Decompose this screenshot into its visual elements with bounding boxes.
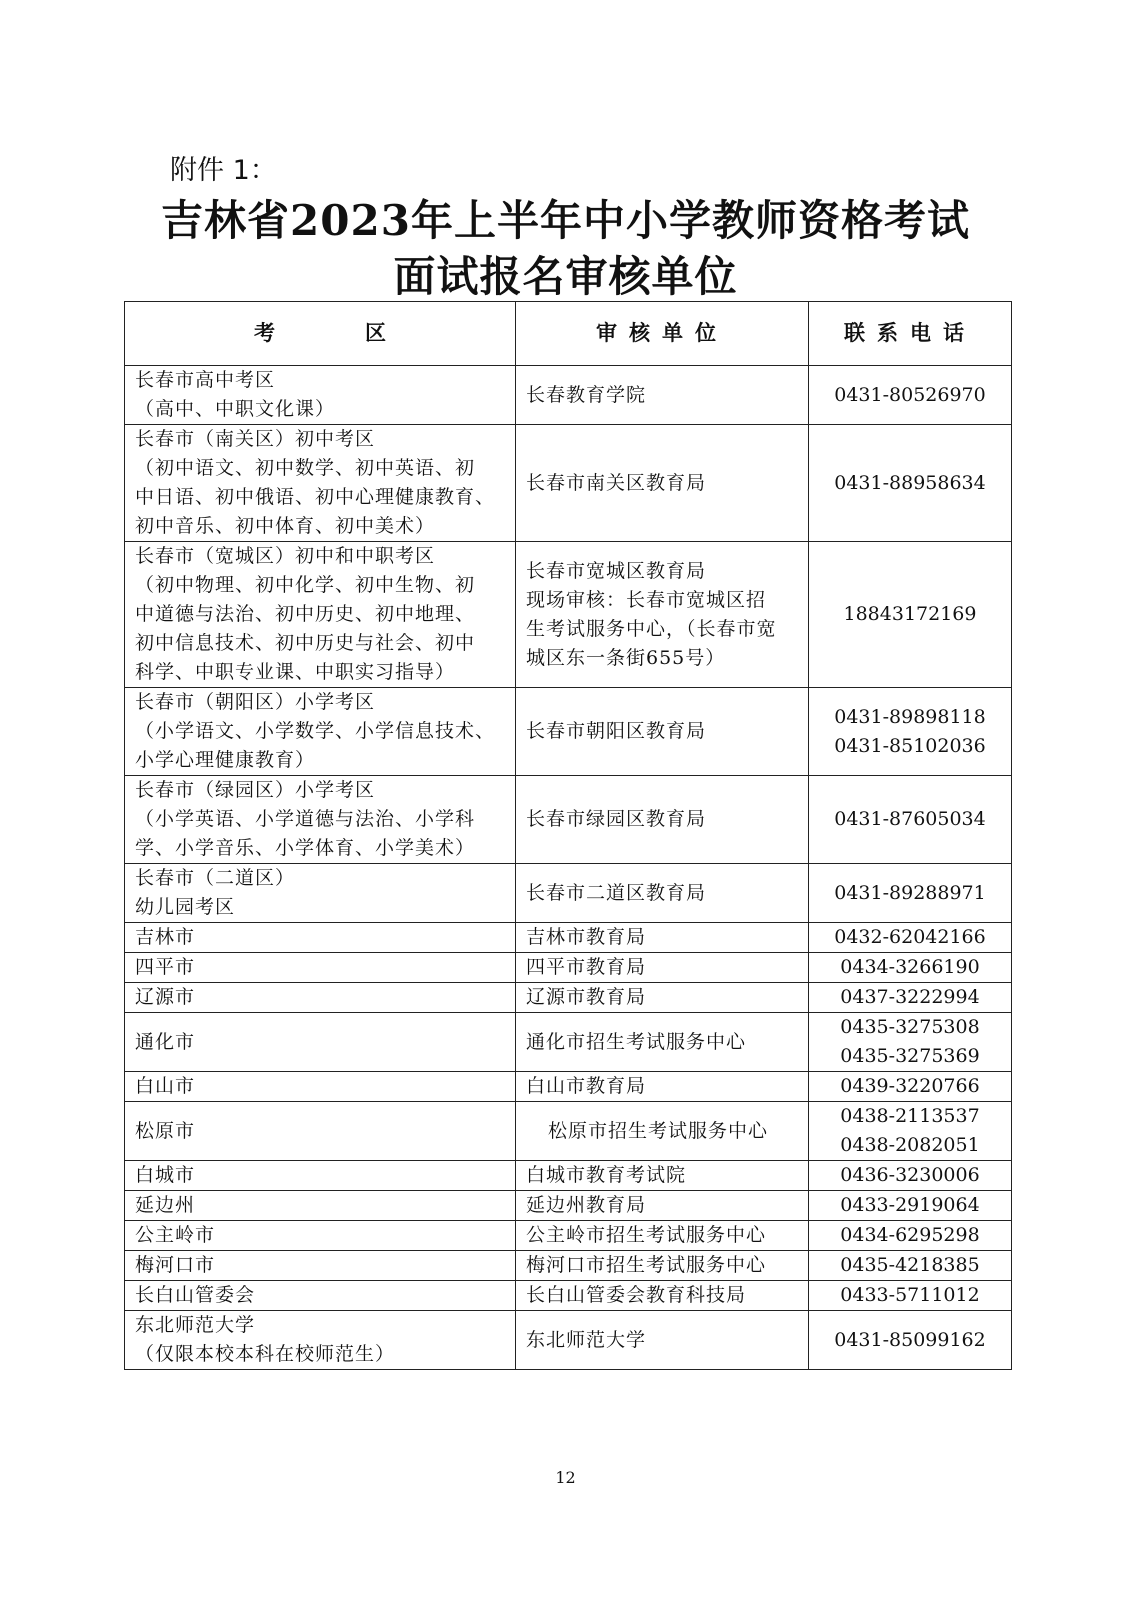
area-cell — [125, 923, 516, 953]
area-cell-line: 白城市 — [135, 1164, 196, 1186]
area-cell — [125, 953, 516, 983]
table-row — [125, 1161, 1012, 1191]
table-row — [125, 366, 1012, 425]
attachment-label: 附件 1： — [170, 155, 277, 186]
table-row — [125, 776, 1012, 864]
phone-cell — [809, 1221, 1012, 1251]
unit-cell — [516, 1221, 809, 1251]
area-cell — [125, 1251, 516, 1281]
area-cell-line: 通化市 — [135, 1030, 196, 1053]
unit-cell-line: 白城市教育考试院 — [526, 1164, 687, 1186]
area-cell-line: 长春市高中考区 — [135, 369, 276, 391]
header-unit: 审核单位 — [516, 302, 809, 366]
area-cell-line: 中日语、初中俄语、初中心理健康教育、 — [135, 486, 496, 508]
phone-cell — [809, 425, 1012, 542]
area-cell-line: 吉林市 — [135, 926, 196, 948]
phone-cell-line: 0438-2113537 — [840, 1105, 980, 1127]
phone-cell-line: 0431-87605034 — [834, 808, 986, 830]
table-header-row — [125, 302, 1012, 366]
unit-cell — [516, 953, 809, 983]
unit-cell-line: 公主岭市招生考试服务中心 — [526, 1224, 767, 1246]
phone-cell-line: 0433-5711012 — [840, 1284, 980, 1306]
unit-cell-line: 东北师范大学 — [526, 1328, 647, 1351]
phone-cell — [809, 366, 1012, 425]
unit-cell-line: 吉林市教育局 — [526, 926, 647, 948]
area-cell-line: （高中、中职文化课） — [135, 398, 336, 420]
unit-cell-line: 城区东一条街655号） — [526, 646, 726, 669]
table-row — [125, 688, 1012, 776]
unit-cell-line: 长白山管委会教育科技局 — [526, 1284, 747, 1306]
area-cell-line: 公主岭市 — [135, 1224, 216, 1246]
area-cell-line: （仅限本校本科在校师范生） — [135, 1343, 396, 1365]
phone-cell — [809, 1072, 1012, 1102]
phone-cell — [809, 542, 1012, 688]
table-row — [125, 1013, 1012, 1072]
phone-cell-line: 0435-3275369 — [840, 1045, 980, 1067]
phone-cell-line: 0435-3275308 — [840, 1016, 980, 1038]
unit-cell — [516, 425, 809, 542]
phone-cell-line: 0438-2082051 — [840, 1134, 980, 1156]
table-row — [125, 1251, 1012, 1281]
area-cell-line: 长春市（绿园区）小学考区 — [135, 779, 376, 801]
table-row — [125, 1102, 1012, 1161]
unit-cell-line: 长春市二道区教育局 — [526, 881, 707, 904]
table-row — [125, 1221, 1012, 1251]
unit-cell-line: 四平市教育局 — [526, 956, 647, 978]
area-cell-line: 科学、中职专业课、中职实习指导） — [135, 661, 456, 683]
area-cell-line: 辽源市 — [135, 986, 196, 1008]
unit-cell-line: 长春市绿园区教育局 — [526, 808, 707, 830]
phone-cell — [809, 1161, 1012, 1191]
document-title: 吉林省2023年上半年中小学教师资格考试 — [161, 196, 970, 245]
phone-cell-line: 0431-89288971 — [834, 881, 986, 904]
area-cell-line: 中道德与法治、初中历史、初中地理、 — [135, 603, 476, 625]
area-cell-line: 白山市 — [135, 1075, 196, 1097]
page-number: 12 — [555, 1468, 576, 1487]
table-row — [125, 923, 1012, 953]
phone-cell — [809, 1013, 1012, 1072]
table-row — [125, 1072, 1012, 1102]
table-row — [125, 1311, 1012, 1370]
area-cell-line: 长春市（朝阳区）小学考区 — [135, 691, 376, 713]
unit-cell — [516, 688, 809, 776]
header-area-char-2: 区 — [365, 321, 386, 345]
phone-cell-line: 0431-85099162 — [834, 1328, 986, 1351]
area-cell — [125, 776, 516, 864]
unit-cell-line: 松原市招生考试服务中心 — [548, 1119, 769, 1142]
unit-cell-line: 白山市教育局 — [526, 1075, 647, 1097]
phone-cell-line: 0437-3222994 — [840, 986, 980, 1008]
area-cell-line: 长春市（宽城区）初中和中职考区 — [135, 545, 436, 567]
unit-cell — [516, 776, 809, 864]
area-cell-line: 四平市 — [135, 956, 196, 978]
phone-cell-line: 18843172169 — [843, 603, 977, 625]
header-phone: 联系电话 — [809, 302, 1012, 366]
area-cell-line: 延边州 — [135, 1194, 196, 1216]
unit-cell — [516, 1161, 809, 1191]
phone-cell-line: 0431-85102036 — [834, 734, 986, 757]
area-cell — [125, 688, 516, 776]
header-area — [125, 302, 516, 366]
unit-cell — [516, 366, 809, 425]
area-cell-line: 松原市 — [135, 1119, 196, 1142]
table-row — [125, 983, 1012, 1013]
area-cell-line: 学、小学音乐、小学体育、小学美术） — [135, 837, 476, 859]
area-cell — [125, 1013, 516, 1072]
unit-cell-line: 延边州教育局 — [526, 1194, 647, 1216]
unit-cell — [516, 1311, 809, 1370]
unit-cell — [516, 1251, 809, 1281]
phone-cell-line: 0431-80526970 — [834, 383, 986, 406]
phone-cell — [809, 688, 1012, 776]
table-row — [125, 953, 1012, 983]
area-cell — [125, 864, 516, 923]
phone-cell-line: 0436-3230006 — [840, 1164, 980, 1186]
phone-cell — [809, 923, 1012, 953]
unit-cell-line: 长春市南关区教育局 — [526, 471, 707, 494]
area-cell-line: （小学语文、小学数学、小学信息技术、 — [135, 720, 496, 742]
unit-cell-line: 生考试服务中心，（长春市宽 — [526, 617, 777, 640]
phone-cell-line: 0434-6295298 — [840, 1224, 980, 1246]
unit-cell — [516, 864, 809, 923]
area-cell-line: 小学心理健康教育） — [135, 749, 316, 771]
area-cell-line: （初中语文、初中数学、初中英语、初 — [135, 457, 476, 479]
phone-cell-line: 0431-89898118 — [834, 705, 986, 728]
area-cell — [125, 1161, 516, 1191]
area-cell — [125, 1281, 516, 1311]
unit-cell — [516, 542, 809, 688]
phone-cell — [809, 1281, 1012, 1311]
unit-cell-line: 辽源市教育局 — [526, 986, 647, 1008]
table-row — [125, 1191, 1012, 1221]
area-cell-line: 初中音乐、初中体育、初中美术） — [135, 515, 436, 537]
phone-cell-line: 0439-3220766 — [840, 1075, 980, 1097]
area-cell-line: 长白山管委会 — [135, 1284, 256, 1306]
phone-cell — [809, 953, 1012, 983]
area-cell-line: 梅河口市 — [135, 1254, 216, 1276]
unit-cell — [516, 983, 809, 1013]
phone-cell-line: 0435-4218385 — [840, 1254, 980, 1276]
area-cell — [125, 1102, 516, 1161]
table-row — [125, 542, 1012, 688]
unit-cell-line: 长春市朝阳区教育局 — [526, 720, 707, 742]
unit-cell-line: 现场审核：长春市宽城区招 — [526, 588, 767, 611]
unit-cell — [516, 1013, 809, 1072]
header-area-char-1: 考 — [254, 321, 275, 345]
area-cell-line: （初中物理、初中化学、初中生物、初 — [135, 574, 476, 596]
area-cell-line: 幼儿园考区 — [135, 896, 236, 918]
area-cell-line: 长春市（二道区） — [135, 867, 296, 889]
unit-cell — [516, 1281, 809, 1311]
phone-cell — [809, 1102, 1012, 1161]
unit-cell-line: 梅河口市招生考试服务中心 — [526, 1254, 767, 1276]
area-cell-line: （小学英语、小学道德与法治、小学科 — [135, 808, 476, 830]
phone-cell — [809, 983, 1012, 1013]
phone-cell-line: 0434-3266190 — [840, 956, 980, 978]
unit-cell-line: 通化市招生考试服务中心 — [526, 1030, 747, 1053]
area-cell — [125, 366, 516, 425]
unit-cell — [516, 1102, 809, 1161]
unit-cell-line: 长春市宽城区教育局 — [526, 559, 707, 582]
area-cell-line: 初中信息技术、初中历史与社会、初中 — [135, 632, 476, 654]
phone-cell — [809, 864, 1012, 923]
area-cell-line: 东北师范大学 — [135, 1314, 256, 1336]
unit-cell-line: 长春教育学院 — [526, 383, 647, 406]
phone-cell — [809, 1191, 1012, 1221]
unit-cell — [516, 923, 809, 953]
phone-cell — [809, 1251, 1012, 1281]
area-cell — [125, 1221, 516, 1251]
area-cell — [125, 425, 516, 542]
phone-cell-line: 0433-2919064 — [840, 1194, 980, 1216]
unit-cell — [516, 1072, 809, 1102]
area-cell — [125, 542, 516, 688]
phone-cell — [809, 1311, 1012, 1370]
review-units-table — [124, 301, 1012, 1370]
phone-cell — [809, 776, 1012, 864]
table-row — [125, 425, 1012, 542]
area-cell-line: 长春市（南关区）初中考区 — [135, 428, 376, 450]
phone-cell-line: 0431-88958634 — [834, 471, 986, 494]
phone-cell-line: 0432-62042166 — [834, 926, 986, 948]
area-cell — [125, 983, 516, 1013]
document-subtitle: 面试报名审核单位 — [393, 252, 738, 301]
area-cell — [125, 1311, 516, 1370]
area-cell — [125, 1191, 516, 1221]
table-row — [125, 1281, 1012, 1311]
table-row — [125, 864, 1012, 923]
area-cell — [125, 1072, 516, 1102]
unit-cell — [516, 1191, 809, 1221]
